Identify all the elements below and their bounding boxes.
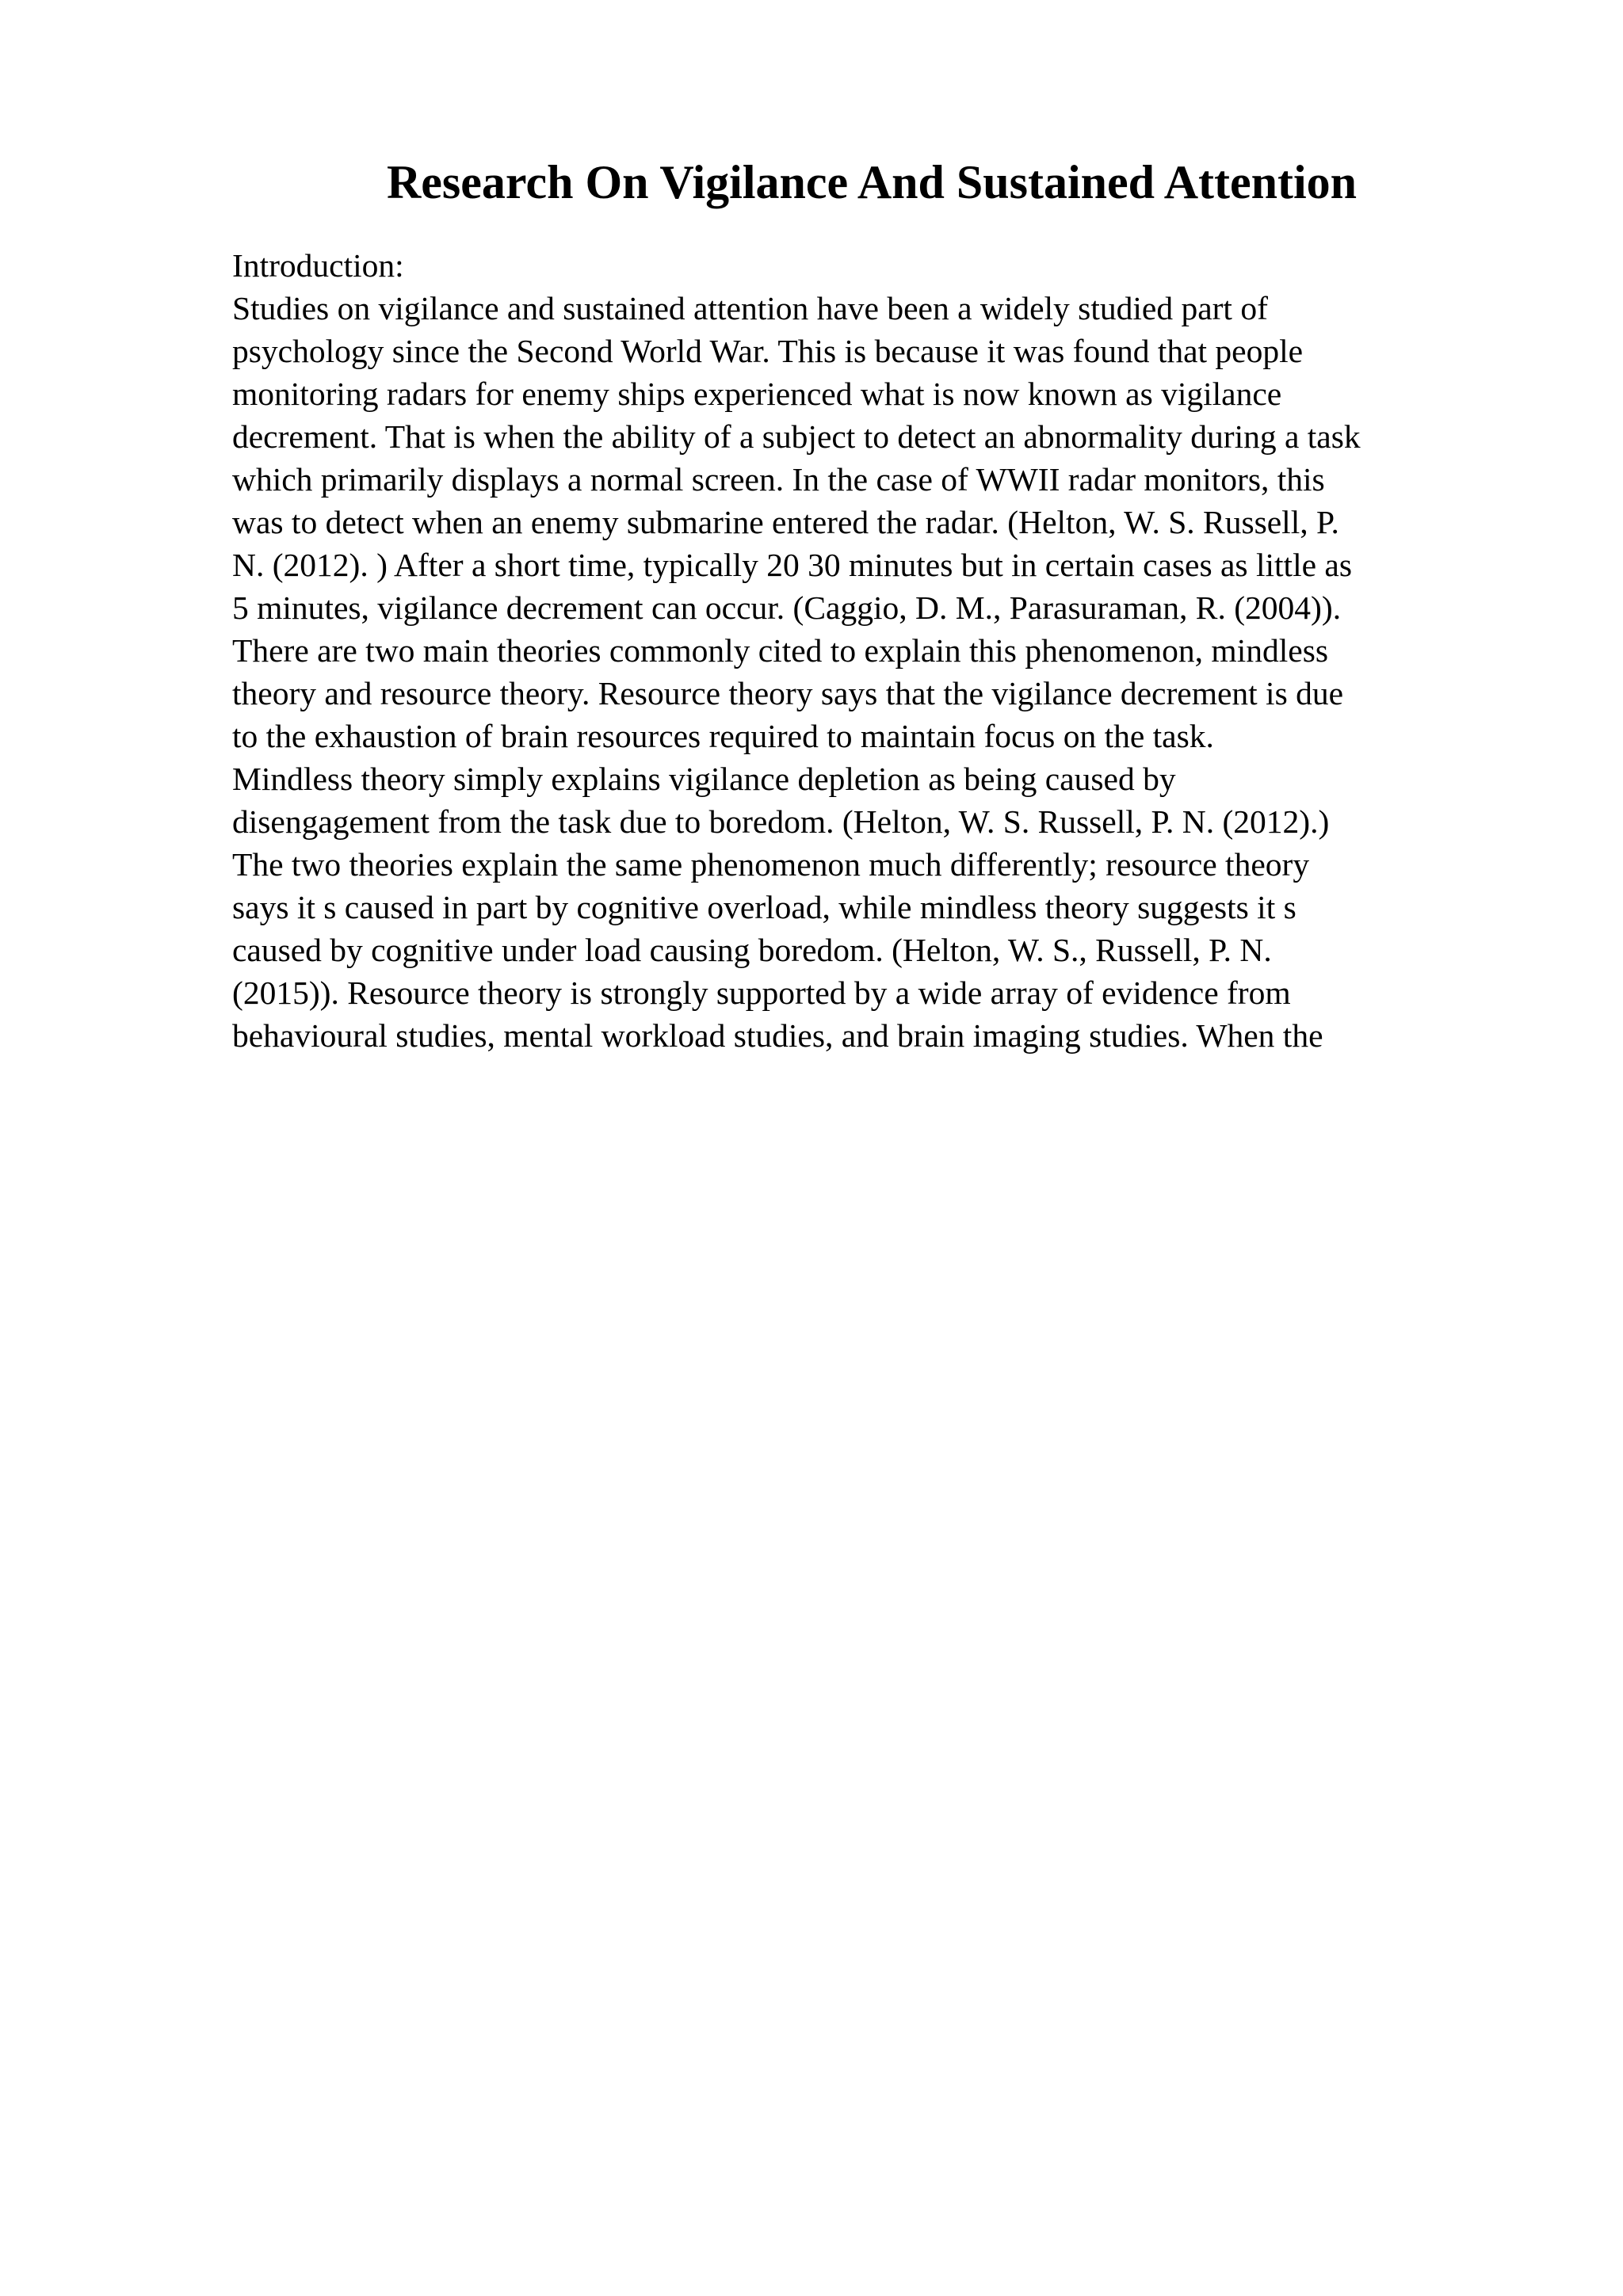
body-line: There are two main theories commonly cited to explain this phenomenon, mindless bbox=[232, 632, 1328, 669]
body-line: Studies on vigilance and sustained attention have been a widely studied part of bbox=[232, 290, 1268, 326]
body-line: caused by cognitive under load causing boredom. (Helton, W. S., Russell, P. N. bbox=[232, 932, 1272, 968]
body-line: 5 minutes, vigilance decrement can occur. (Caggio, D. M., Parasuraman, R. (2004)). bbox=[232, 589, 1342, 626]
body-line: The two theories explain the same phenomenon much differently; resource theory bbox=[232, 846, 1310, 883]
body-line: monitoring radars for enemy ships experienced what is now known as vigilance bbox=[232, 376, 1282, 412]
body-line: Introduction: bbox=[232, 247, 404, 284]
body-line: was to detect when an enemy submarine entered the radar. (Helton, W. S. Russell, P. bbox=[232, 504, 1339, 540]
body-line: says it s caused in part by cognitive overload, while mindless theory suggests it s bbox=[232, 889, 1296, 925]
body-line: to the exhaustion of brain resources required to maintain focus on the task. bbox=[232, 718, 1214, 754]
document-body bbox=[232, 244, 1595, 1057]
body-line: N. (2012). ) After a short time, typically 20 30 minutes but in certain cases as little as bbox=[232, 547, 1352, 583]
body-line: decrement. That is when the ability of a subject to detect an abnormality during a task bbox=[232, 418, 1361, 455]
body-line: psychology since the Second World War. This is because it was found that people bbox=[232, 333, 1304, 369]
document-title: Research On Vigilance And Sustained Attention bbox=[386, 156, 1358, 208]
body-line: behavioural studies, mental workload studies, and brain imaging studies. When the bbox=[232, 1017, 1323, 1054]
body-line: theory and resource theory. Resource theory says that the vigilance decrement is due bbox=[232, 675, 1344, 711]
body-line: (2015)). Resource theory is strongly supported by a wide array of evidence from bbox=[232, 974, 1291, 1011]
body-line: which primarily displays a normal screen. In the case of WWII radar monitors, this bbox=[232, 461, 1325, 498]
body-line: disengagement from the task due to boredom. (Helton, W. S. Russell, P. N. (2012).) bbox=[232, 803, 1330, 840]
body-line: Mindless theory simply explains vigilance depletion as being caused by bbox=[232, 761, 1176, 797]
